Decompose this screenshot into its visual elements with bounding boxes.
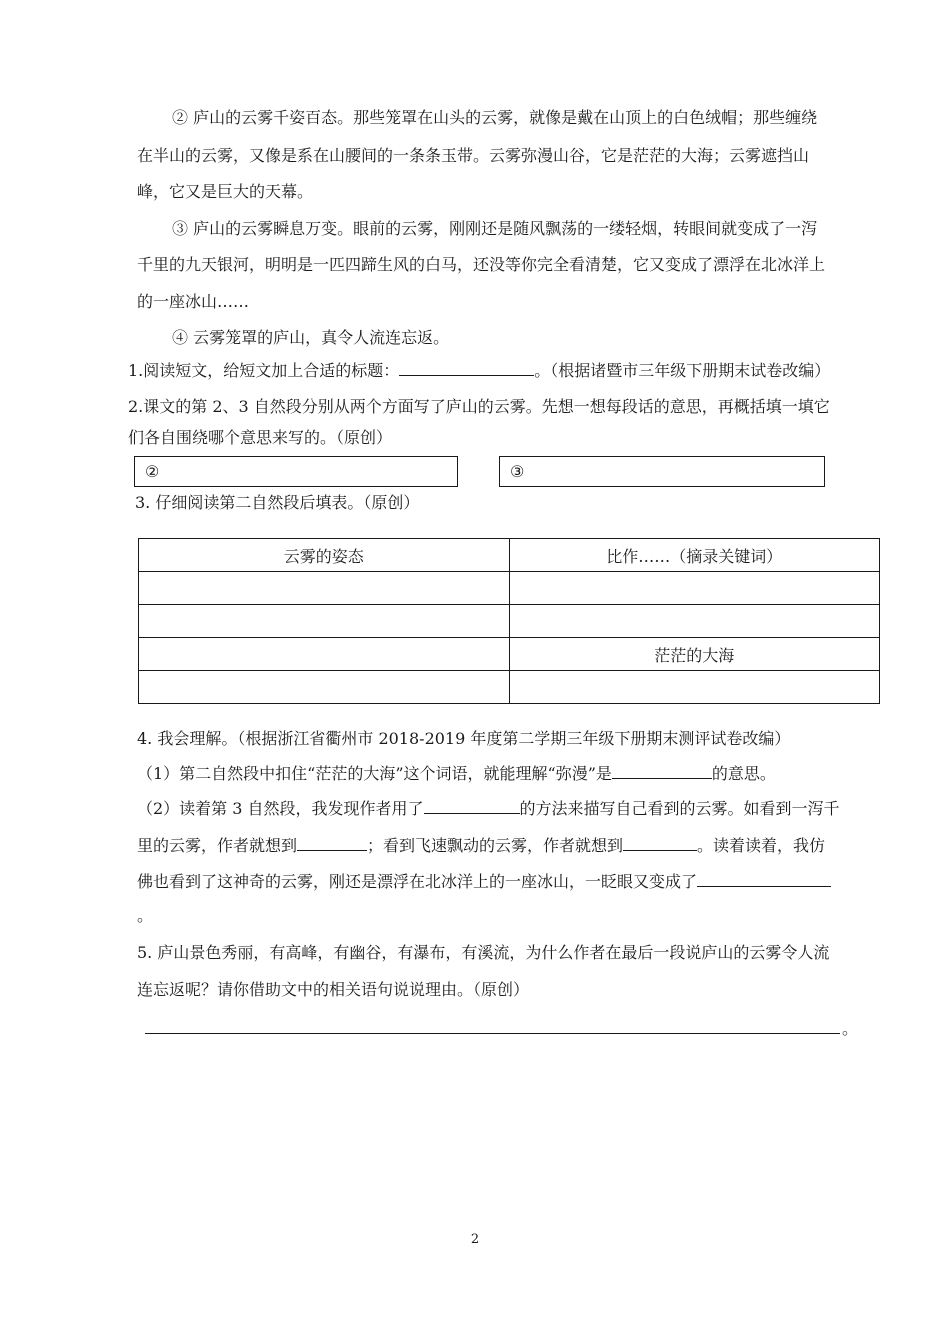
passage-p2-line3: 峰，它又是巨大的天幕。 bbox=[137, 182, 314, 201]
question-1 bbox=[128, 360, 830, 382]
passage-p3-line3: 的一座冰山…… bbox=[137, 292, 250, 311]
table-cell: 茫茫的大海 bbox=[509, 638, 880, 671]
q4-s2-cont: 的方法来描写自己看到的云雾。如看到一泻千 bbox=[519, 799, 840, 818]
question-5-line1: 5. 庐山景色秀丽，有高峰，有幽谷，有瀑布，有溪流，为什么作者在最后一段说庐山的云雾令人流 bbox=[137, 943, 830, 962]
q4-sub-2-line3 bbox=[137, 871, 831, 893]
q2-box-label-3: ③ bbox=[510, 462, 525, 481]
table-row bbox=[139, 671, 880, 704]
q4-sub-1 bbox=[137, 763, 776, 785]
q1-source: 。（根据诸暨市三年级下册期末试卷改编） bbox=[534, 361, 831, 380]
page-number: 2 bbox=[470, 1232, 480, 1247]
q2-answer-box-3[interactable] bbox=[499, 456, 825, 487]
q4-s2-text-c: 。读着读着，我仿 bbox=[697, 836, 826, 855]
q4-sub-2-line1 bbox=[137, 798, 840, 820]
table-cell[interactable] bbox=[509, 572, 880, 605]
q4-s2-blank-a[interactable] bbox=[297, 836, 367, 851]
q4-s2-text-b: ；看到飞速飘动的云雾，作者就想到 bbox=[367, 836, 624, 855]
table-header-row bbox=[139, 539, 880, 572]
table-cell[interactable] bbox=[139, 605, 510, 638]
passage-p2-line1: ② 庐山的云雾千姿百态。那些笼罩在山头的云雾，就像是戴在山顶上的白色绒帽；那些缠绕 bbox=[172, 108, 818, 127]
q4-s2-blank-c[interactable] bbox=[697, 872, 831, 887]
q4-sub-2-line2 bbox=[137, 835, 825, 857]
q1-title-blank[interactable] bbox=[399, 361, 534, 376]
q3-fill-table bbox=[138, 538, 880, 704]
table-header-cell: 比作……（摘录关键词） bbox=[509, 539, 880, 572]
passage-p3-line1: ③ 庐山的云雾瞬息万变。眼前的云雾，刚刚还是随风飘荡的一缕轻烟，转眼间就变成了一泻 bbox=[172, 219, 818, 238]
passage-p3-line2: 千里的九天银河，明明是一匹四蹄生风的白马，还没等你完全看清楚，它又变成了漂浮在北冰洋上 bbox=[137, 255, 826, 274]
question-2-line2: 们各自围绕哪个意思来写的。（原创） bbox=[128, 428, 393, 447]
question-5-line2: 连忘返呢？请你借助文中的相关语句说说理由。（原创） bbox=[137, 980, 530, 999]
table-cell[interactable] bbox=[139, 572, 510, 605]
table-row bbox=[139, 572, 880, 605]
table-row bbox=[139, 605, 880, 638]
q4-s2-text-a: 里的云雾，作者就想到 bbox=[137, 836, 298, 855]
table-cell[interactable] bbox=[139, 638, 510, 671]
passage-p2-line2: 在半山的云雾，又像是系在山腰间的一条条玉带。云雾弥漫山谷，它是茫茫的大海；云雾遮挡山 bbox=[137, 146, 810, 165]
table-cell[interactable] bbox=[139, 671, 510, 704]
q5-answer-line[interactable] bbox=[145, 1033, 840, 1034]
q2-box-label-2: ② bbox=[145, 462, 160, 481]
q4-s1-prompt: （1）第二自然段中扣住“茫茫的大海”这个词语，就能理解“弥漫”是 bbox=[137, 764, 612, 783]
q5-end-mark: 。 bbox=[842, 1019, 859, 1038]
q4-s2-text-d: 佛也看到了这神奇的云雾，刚还是漂浮在北冰洋上的一座冰山，一眨眼又变成了 bbox=[137, 872, 698, 891]
q4-s2-method-blank[interactable] bbox=[424, 799, 520, 814]
table-row bbox=[139, 638, 880, 671]
q4-sub-2-line4: 。 bbox=[137, 906, 154, 925]
q4-s2-prompt: （2）读着第 3 自然段，我发现作者用了 bbox=[137, 799, 424, 818]
question-4-title: 4. 我会理解。（根据浙江省衢州市 2018-2019 年度第二学期三年级下册期末测评试卷改编） bbox=[137, 729, 791, 748]
q4-s2-blank-b[interactable] bbox=[623, 836, 697, 851]
q4-s1-suffix: 的意思。 bbox=[711, 764, 776, 783]
q1-prompt: 1.阅读短文，给短文加上合适的标题： bbox=[128, 361, 400, 380]
passage-p4-line1: ④ 云雾笼罩的庐山，真令人流连忘返。 bbox=[172, 328, 450, 347]
question-3-title: 3. 仔细阅读第二自然段后填表。（原创） bbox=[135, 493, 420, 512]
question-2-line1: 2.课文的第 2、3 自然段分别从两个方面写了庐山的云雾。先想一想每段话的意思，再概括填一填它 bbox=[128, 397, 830, 416]
q4-s1-blank[interactable] bbox=[612, 764, 712, 779]
table-header-cell: 云雾的姿态 bbox=[139, 539, 510, 572]
table-cell[interactable] bbox=[509, 605, 880, 638]
table-cell[interactable] bbox=[509, 671, 880, 704]
q2-answer-box-2[interactable] bbox=[134, 456, 458, 487]
